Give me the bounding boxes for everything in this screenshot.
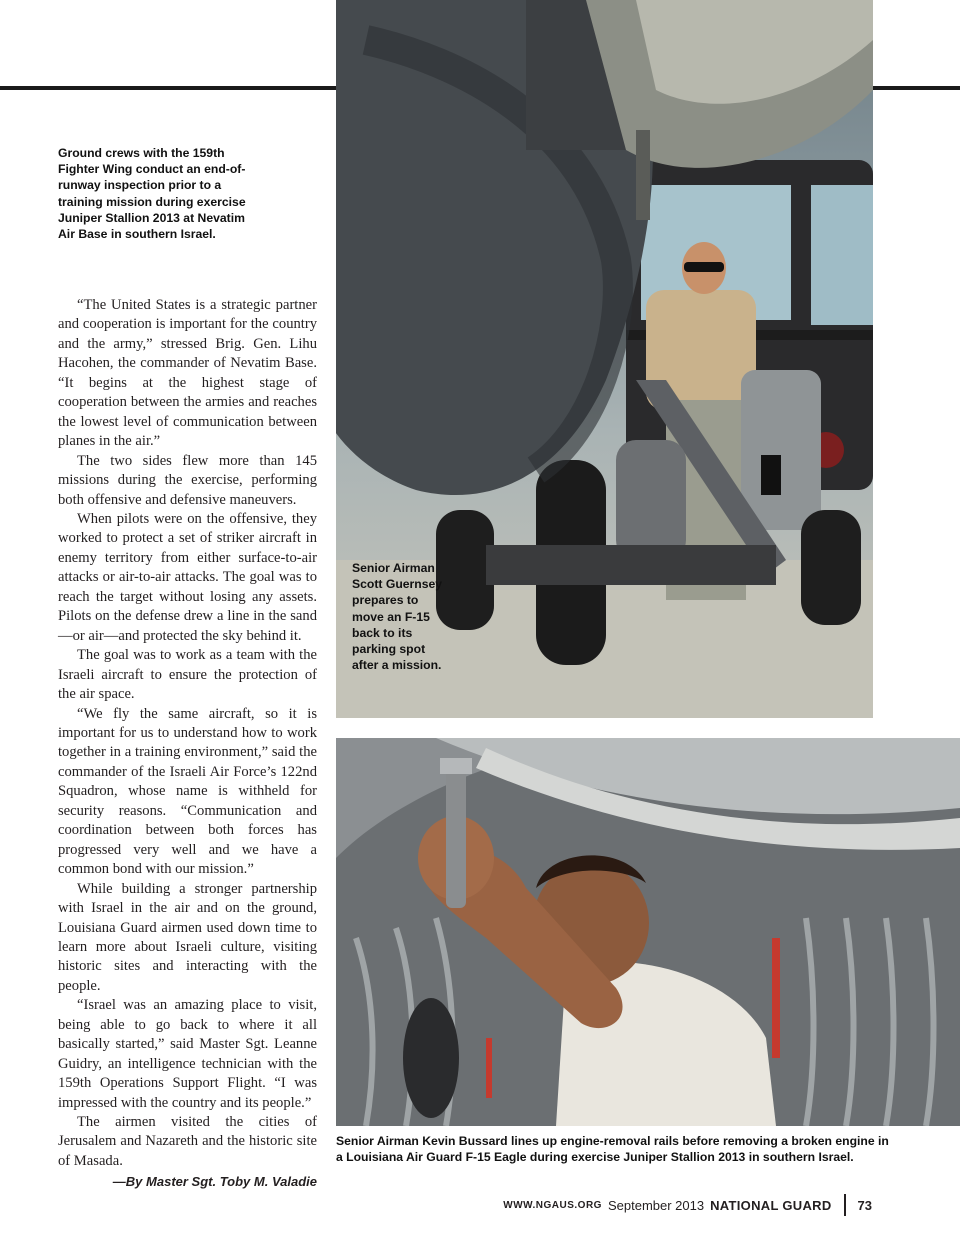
article-paragraph: “The United States is a strategic partner and cooperation is important for the country and the army,” stressed Brig. Gen. Lihu Hacohen, the commander of Nevatim Base. “It begins at the highest stage of cooperation between the armies and reaches the lowest level of communication between planes in the air.” — [58, 297, 317, 450]
page-footer — [503, 1196, 872, 1214]
article-paragraph: The two sides flew more than 145 missions during the exercise, performing both offensive and defensive maneuvers. — [58, 452, 317, 508]
article-paragraph: While building a stronger partnership with Israel in the air and on the ground, Louisiana Guard airmen used down time to learn more about Israeli culture, visiting historic sites and interacting with the people. — [58, 880, 317, 994]
byline: —By Master Sgt. Toby M. Valadie — [112, 1174, 317, 1190]
bottom-caption: Senior Airman Kevin Bussard lines up engine-removal rails before removing a broken engine in a Louisiana Air Guard F-15 Eagle during exercise Juniper Stallion 2013 in southern Israel. — [336, 1134, 889, 1165]
footer-url[interactable]: WWW.NGAUS.ORG — [503, 1199, 602, 1211]
article-paragraph: The airmen visited the cities of Jerusalem and Nazareth and the historic site of Masada. — [58, 1114, 317, 1169]
article-paragraph: “We fly the same aircraft, so it is important for us to understand how to work together in a training environment,” said the commander of the Israeli Air Force’s 122nd Squadron, whose name is withheld for security reasons. “Communication and coordination between both forces has progressed very well and we have a common bond with our mission.” — [58, 705, 317, 878]
top-caption: Ground crews with the 159th Fighter Wing conduct an end-of-runway inspection prior to a training mission during exercise Juniper Stallion 2013 at Nevatim Air Base in southern Israel. — [58, 146, 246, 242]
top-rule-right — [872, 86, 960, 90]
footer-date: September 2013 — [607, 1197, 705, 1213]
page-number: 73 — [857, 1197, 872, 1213]
article-paragraph: When pilots were on the offensive, they worked to protect a set of striker aircraft in enemy territory from either surface-to-air attacks or air-to-air attacks. The goal was to reach the target without losing any assets. Pilots on the defense drew a line in the sand—or air—and protected the sky behind it. — [58, 510, 317, 644]
article-paragraph: The goal was to work as a team with the Israeli aircraft to ensure the protection of the air space. — [58, 647, 317, 703]
top-rule-left — [0, 86, 336, 90]
photo-engine-bay — [336, 738, 960, 1126]
photo1-caption: Senior Airman Scott Guernsey prepares to move an F-15 back to its parking spot after a mission. — [352, 561, 443, 673]
footer-magazine: NATIONAL GUARD — [710, 1197, 832, 1213]
article-body — [58, 296, 317, 1192]
photo-ground-crew — [336, 0, 873, 718]
article-paragraph: “Israel was an amazing place to visit, being able to go back to where it all basically started,” said Master Sgt. Leanne Guidry, an intelligence technician with the 159th Operations Support Flight. “I was impressed with the country and its people.” — [58, 997, 317, 1111]
footer-separator — [844, 1194, 846, 1216]
